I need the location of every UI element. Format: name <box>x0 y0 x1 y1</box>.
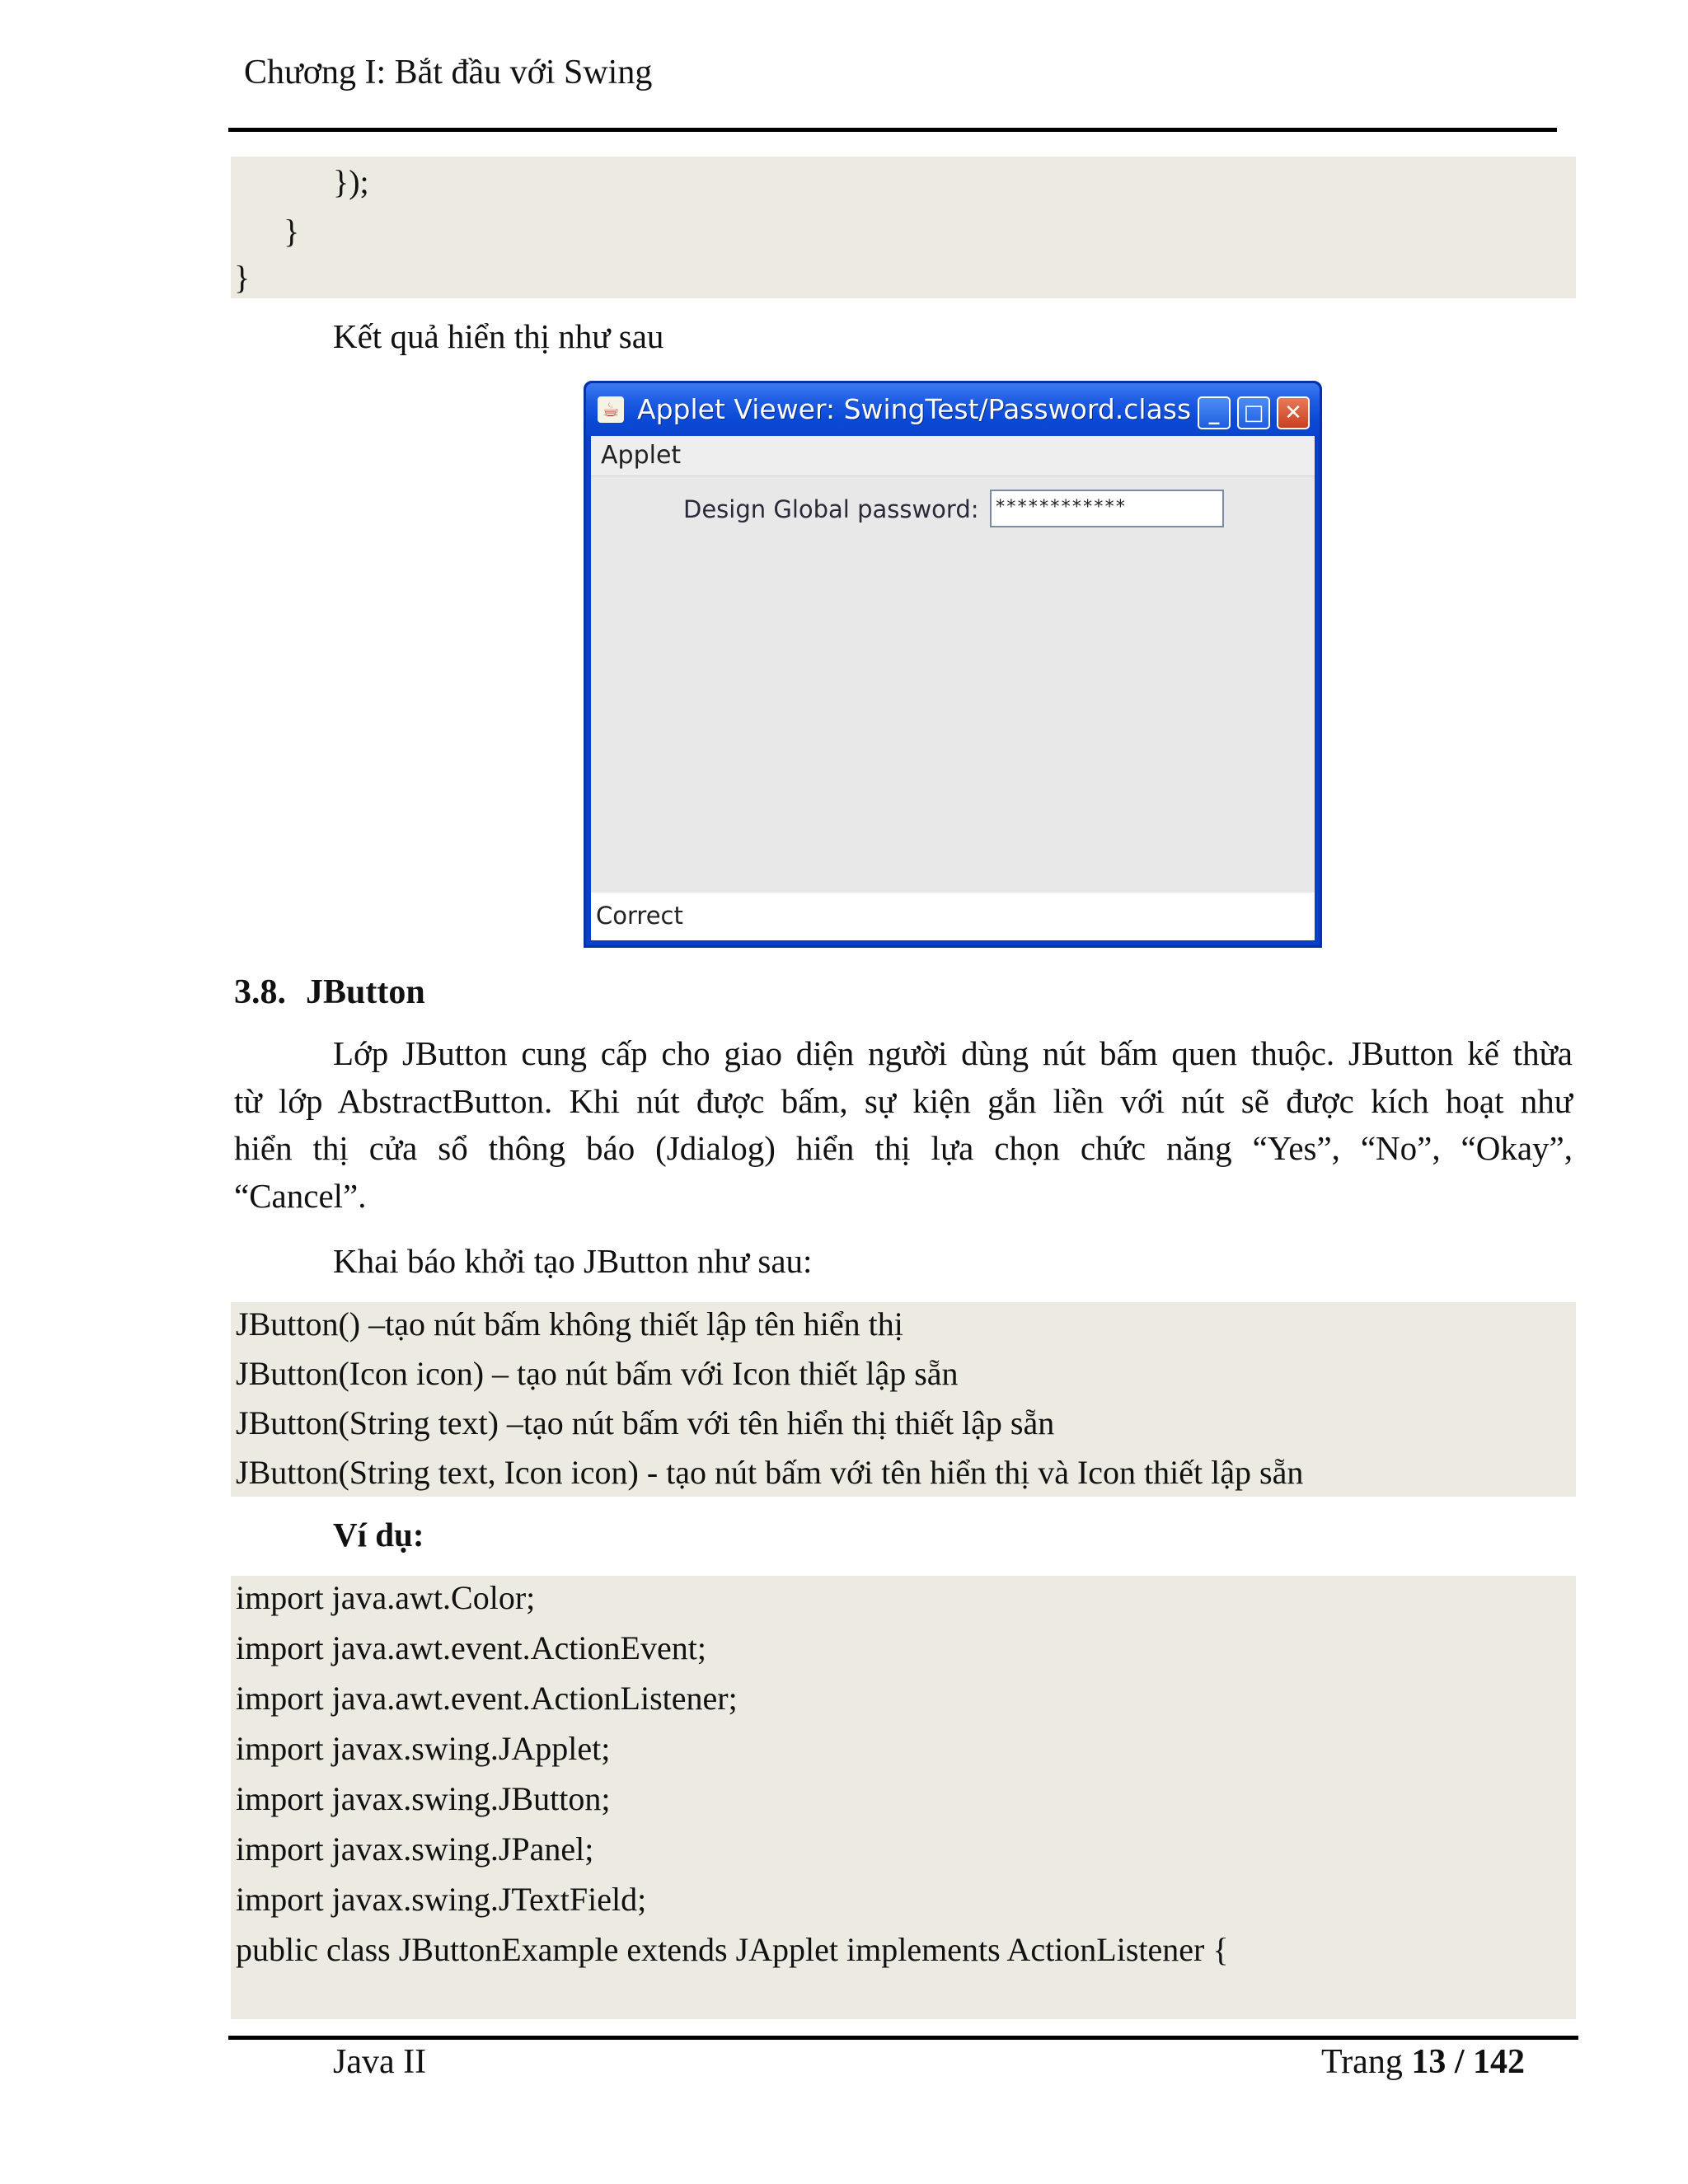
intro-paragraph <box>234 1030 1573 1220</box>
minimize-button[interactable]: _ <box>1198 396 1231 429</box>
result-intro: Kết quả hiển thị như sau <box>333 317 664 355</box>
example-label: Ví dụ: <box>333 1516 424 1554</box>
code-line: import java.awt.event.ActionListener; <box>236 1680 738 1717</box>
example-code-block <box>231 1576 1576 2019</box>
paragraph-line: từ lớp AbstractButton. Khi nút được bấm, sự kiện gắn liền với nút sẽ được kích hoạt như <box>234 1081 1573 1120</box>
paragraph-line: hiển thị cửa sổ thông báo (Jdialog) hiển thị lựa chọn chức năng “Yes”, “No”, “Okay”, <box>234 1129 1573 1167</box>
code-line: import javax.swing.JButton; <box>236 1780 611 1817</box>
menu-bar <box>591 436 1315 476</box>
section-number: 3.8. <box>234 973 286 1011</box>
top-code-block <box>231 157 1576 298</box>
status-text: Correct <box>596 902 683 930</box>
paragraph-line: Lớp JButton cung cấp cho giao diện người dùng nút bấm quen thuộc. JButton kế thừa <box>333 1034 1573 1072</box>
code-line: }); <box>300 163 369 200</box>
page-current: 13 <box>1411 2043 1447 2081</box>
footer-course: Java II <box>333 2043 427 2081</box>
chapter-title: Chương I: Bắt đầu với Swing <box>244 54 653 91</box>
code-line: import javax.swing.JApplet; <box>236 1730 611 1767</box>
section-heading <box>234 969 425 1015</box>
paragraph-line: “Cancel”. <box>234 1176 367 1215</box>
title-bar[interactable] <box>586 383 1320 436</box>
constructor-line: JButton(Icon icon) – tạo nút bấm với Icon thiết lập sẵn <box>236 1355 959 1392</box>
status-bar <box>591 893 1315 940</box>
constructor-line: JButton(String text) –tạo nút bấm với tên hiển thị thiết lập sẵn <box>236 1404 1055 1441</box>
code-line: } <box>234 259 251 296</box>
maximize-button[interactable]: □ <box>1237 396 1270 429</box>
window-title: Applet Viewer: SwingTest/Password.class <box>637 393 1192 425</box>
java-cup-icon: ☕ <box>598 396 624 423</box>
code-line: import javax.swing.JTextField; <box>236 1881 647 1918</box>
constructors-intro: Khai báo khởi tạo JButton như sau: <box>333 1242 813 1280</box>
code-line: import java.awt.Color; <box>236 1579 536 1616</box>
menu-applet[interactable]: Applet <box>601 441 682 470</box>
page-total: 142 <box>1473 2043 1525 2081</box>
page-prefix: Trang <box>1321 2043 1412 2081</box>
code-line: public class JButtonExample extends JApplet implements ActionListener { <box>236 1931 1229 1968</box>
constructors-block <box>231 1302 1576 1497</box>
applet-area <box>591 476 1315 893</box>
section-title: JButton <box>306 973 425 1011</box>
window-body <box>591 436 1315 940</box>
close-button[interactable]: ✕ <box>1277 396 1310 429</box>
header-rule <box>228 128 1557 132</box>
code-line: import java.awt.event.ActionEvent; <box>236 1629 706 1666</box>
password-field[interactable]: ************ <box>990 490 1224 527</box>
page-number <box>1321 2039 1525 2085</box>
constructor-line: JButton(String text, Icon icon) - tạo nút bấm với tên hiển thị và Icon thiết lập sẵn <box>236 1454 1304 1491</box>
password-label: Design Global password: <box>683 495 979 523</box>
code-line: } <box>267 213 300 250</box>
code-line: import javax.swing.JPanel; <box>236 1830 594 1868</box>
applet-viewer-window <box>584 381 1322 948</box>
constructor-line: JButton() –tạo nút bấm không thiết lập tên hiển thị <box>236 1305 903 1343</box>
page-separator: / <box>1446 2043 1473 2081</box>
